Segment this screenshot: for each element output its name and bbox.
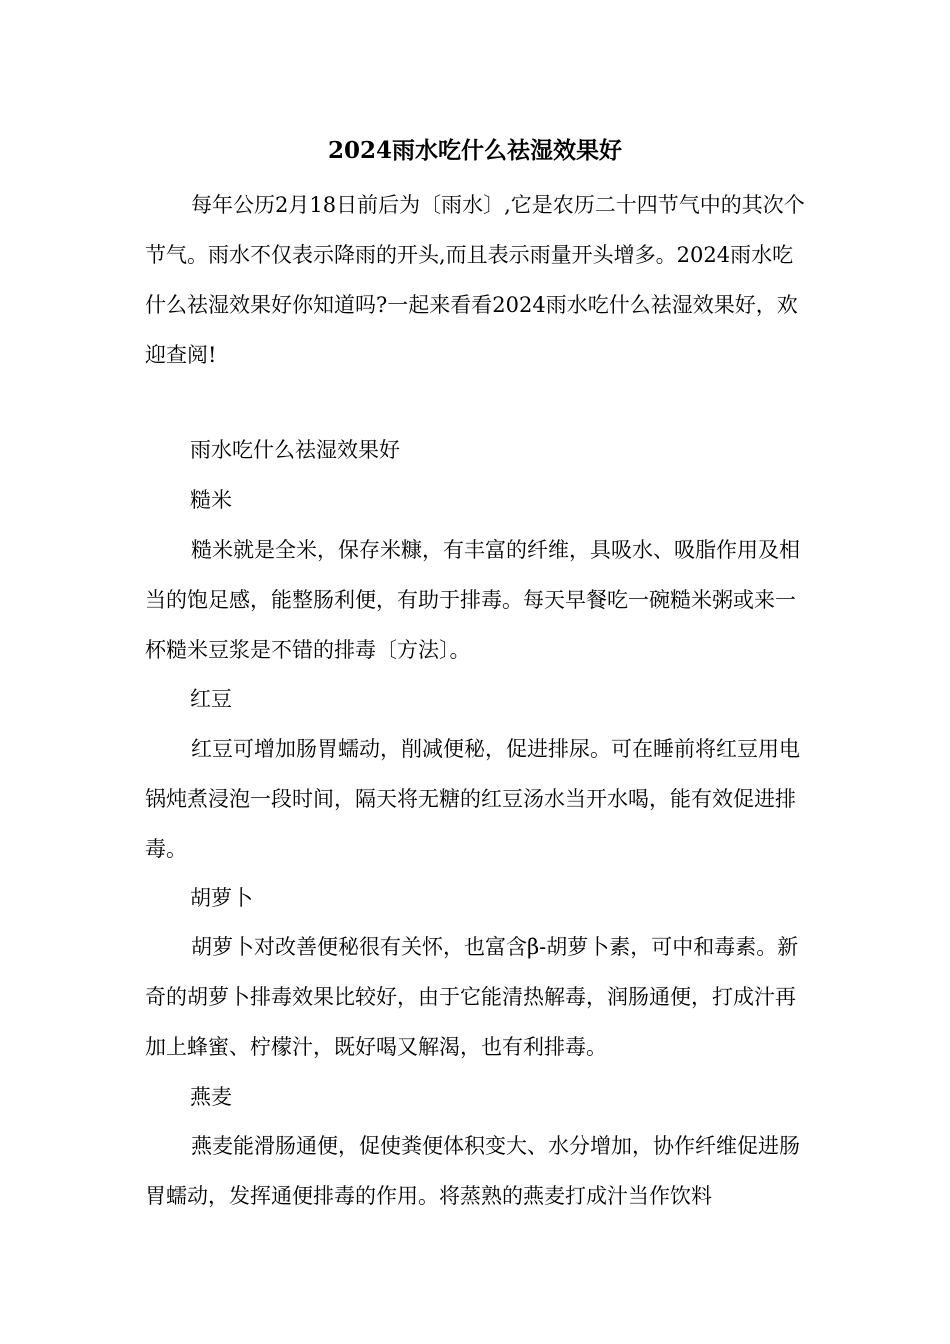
item-heading-brown-rice: 糙米	[190, 488, 232, 512]
document-title: 2024雨水吃什么祛湿效果好	[327, 137, 622, 164]
item-body-brown-rice: 糙米就是全米，保存米糠，有丰富的纤维，具吸水、吸脂作用及相当的饱足感，能整肠利便，有助于排毒。每天早餐吃一碗糙米粥或来一杯糙米豆浆是不错的排毒〔方法〕。	[145, 538, 800, 662]
item-body-red-bean: 红豆可增加肠胃蠕动，削减便秘，促进排尿。可在睡前将红豆用电锅炖煮浸泡一段时间，隔天将无糖的红豆汤水当开水喝，能有效促进排毒。	[145, 737, 800, 861]
item-heading-red-bean: 红豆	[190, 687, 232, 711]
item-body-oats: 燕麦能滑肠通便，促使粪便体积变大、水分增加，协作纤维促进肠胃蠕动，发挥通便排毒的作用。将蒸熟的燕麦打成汁当作饮料	[145, 1134, 800, 1208]
item-heading-oats: 燕麦	[190, 1085, 232, 1109]
intro-paragraph: 每年公历2月18日前后为〔雨水〕,它是农历二十四节气中的其次个节气。雨水不仅表示降雨的开头,而且表示雨量开头增多。2024雨水吃什么祛湿效果好你知道吗?一起来看看2024雨水吃什么祛湿效果好，欢迎查阅!	[145, 193, 805, 367]
item-body-carrot: 胡萝卜对改善便秘很有关怀，也富含β-胡萝卜素，可中和毒素。新奇的胡萝卜排毒效果比较好，由于它能清热解毒，润肠通便，打成汁再加上蜂蜜、柠檬汁，既好喝又解渴，也有利排毒。	[145, 935, 799, 1059]
section-heading: 雨水吃什么祛湿效果好	[190, 438, 400, 462]
item-heading-carrot: 胡萝卜	[190, 886, 253, 910]
